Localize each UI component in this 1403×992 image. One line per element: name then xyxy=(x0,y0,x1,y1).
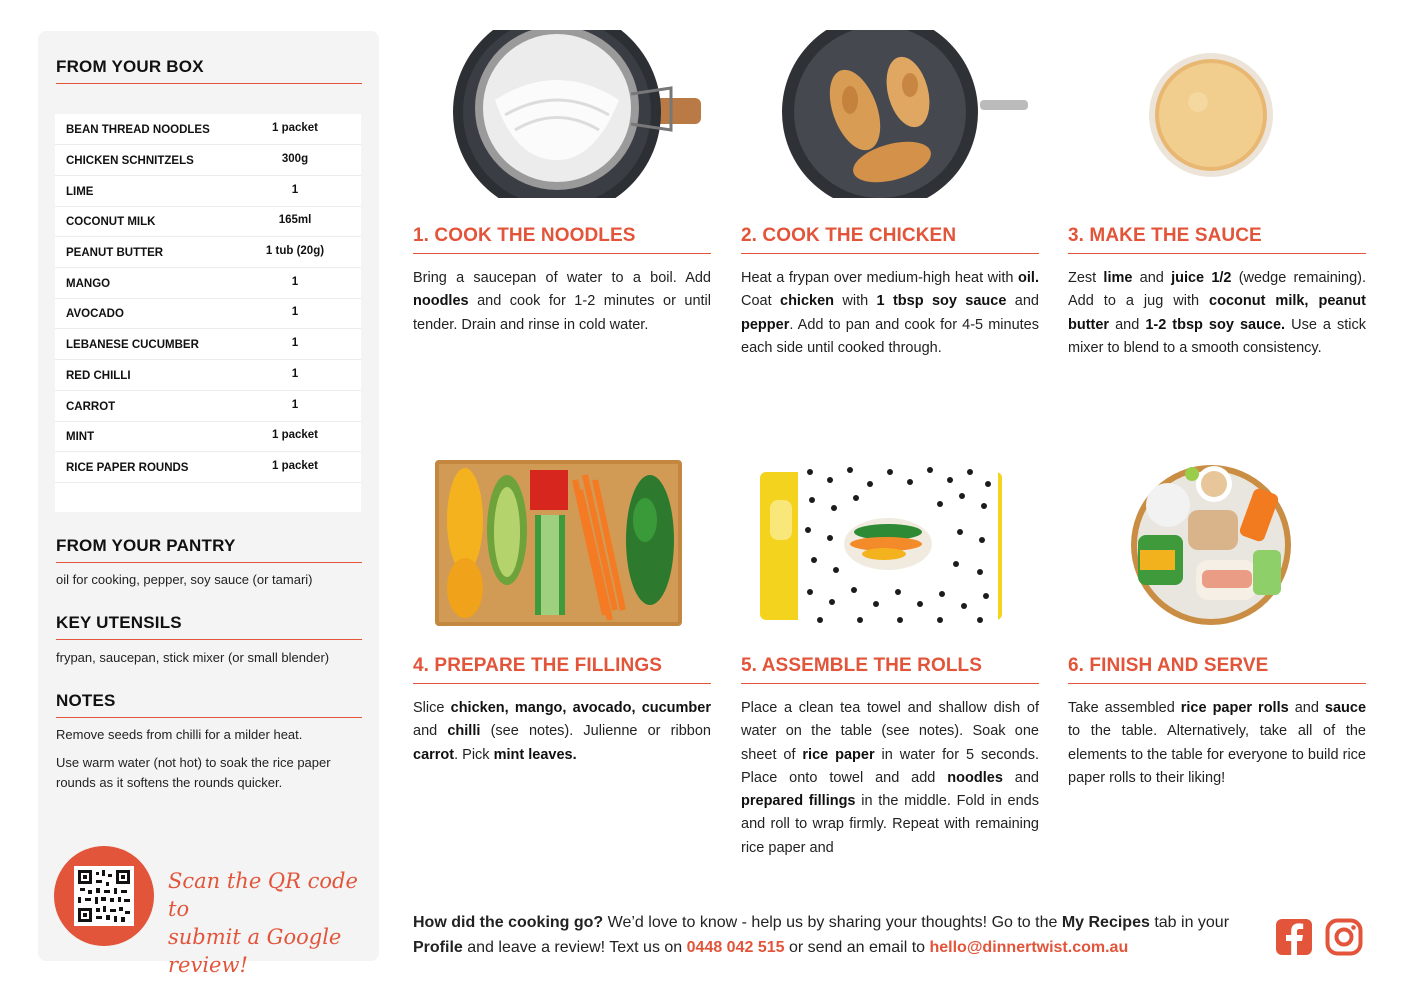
footer-message xyxy=(413,910,1263,960)
step-1-body: Bring a saucepan of water to a boil. Add noodles and cook for 1-2 minutes or until tender. Drain and rinse in cold water. xyxy=(413,270,711,333)
ingredient-qty: 1 tub (20g) xyxy=(265,245,325,257)
ingredient-qty: 1 xyxy=(291,276,299,288)
step-2-title: 2. COOK THE CHICKEN xyxy=(741,225,957,246)
table-row xyxy=(55,329,361,360)
ingredient-qty: 165ml xyxy=(278,214,312,226)
table-row xyxy=(55,145,361,176)
ingredient-qty: 1 xyxy=(291,368,299,380)
note-1: Remove seeds from chilli for a milder heat. xyxy=(56,727,303,742)
table-row xyxy=(55,114,361,145)
footer-text: We’d love to know - help us by sharing your thoughts! Go to the xyxy=(603,914,1062,931)
sidebar xyxy=(38,31,379,977)
qr-caption xyxy=(168,867,368,979)
ingredient-name: COCONUT MILK xyxy=(66,216,156,228)
utensils-title: KEY UTENSILS xyxy=(56,613,182,632)
ingredient-name: RED CHILLI xyxy=(66,370,131,382)
my-recipes-link[interactable]: My Recipes xyxy=(1061,914,1150,931)
ingredient-name: MANGO xyxy=(66,278,111,290)
step-6-title: 6. FINISH AND SERVE xyxy=(1068,655,1269,676)
from-box-title: FROM YOUR BOX xyxy=(56,57,204,76)
sauce-photo xyxy=(1148,52,1274,178)
utensils-text: frypan, saucepan, stick mixer (or small blender) xyxy=(56,650,330,665)
step-5-title: 5. ASSEMBLE THE ROLLS xyxy=(741,655,983,676)
divider xyxy=(56,639,362,640)
step-3-title: 3. MAKE THE SAUCE xyxy=(1068,225,1262,246)
ingredient-qty: 1 xyxy=(291,337,299,349)
ingredient-qty: 300g xyxy=(281,153,309,165)
note-2: Use warm water (not hot) to soak the rice paper rounds as it softens the rounds quicker. xyxy=(56,755,331,790)
pantry-title: FROM YOUR PANTRY xyxy=(56,536,236,555)
ingredients-table xyxy=(55,114,361,512)
ingredient-name: LEBANESE CUCUMBER xyxy=(66,339,199,351)
fillings-photo xyxy=(435,460,682,626)
step-4-title: 4. PREPARE THE FILLINGS xyxy=(413,655,662,676)
table-row xyxy=(55,268,361,299)
ingredient-name: CHICKEN SCHNITZELS xyxy=(66,155,194,167)
step-3-body: Zest lime and juice 1/2 (wedge remaining). Add to a jug with coconut milk, peanut butter and 1-2 tbsp soy sauce. Use a stick mixer to blend to a smooth consistency. xyxy=(1068,270,1367,356)
facebook-icon[interactable] xyxy=(1275,918,1313,956)
step-2-body: Heat a frypan over medium-high heat with oil. Coat chicken with 1 tbsp soy sauce and pepper. Add to pan and cook for 4-5 minutes each side until cooked through. xyxy=(741,270,1039,356)
ingredient-qty: 1 xyxy=(291,306,299,318)
divider xyxy=(741,683,1039,684)
table-row xyxy=(55,176,361,207)
ingredient-name: AVOCADO xyxy=(66,308,124,320)
divider xyxy=(56,83,362,84)
qr-caption-line-2: submit a Google review! xyxy=(168,925,342,977)
divider xyxy=(56,562,362,563)
ingredient-name: BEAN THREAD NOODLES xyxy=(66,124,210,136)
divider xyxy=(1068,683,1366,684)
instagram-icon[interactable] xyxy=(1325,918,1363,956)
ingredient-name: CARROT xyxy=(66,401,116,413)
qr-caption-line-1: Scan the QR code to xyxy=(168,869,358,921)
step-1-title: 1. COOK THE NOODLES xyxy=(413,225,636,246)
table-row xyxy=(55,298,361,329)
ingredient-qty: 1 packet xyxy=(271,460,319,472)
step-5-body: Place a clean tea towel and shallow dish of water on the table (see notes). Soak one sheet of rice paper in water for 5 seconds. Place onto towel and add noodles and prepared fillings in the middle. Fold in ends and roll to wrap firmly. Repeat with remaining rice paper and xyxy=(741,700,1039,856)
pantry-text: oil for cooking, pepper, soy sauce (or tamari) xyxy=(56,572,313,587)
footer-text: and leave a review! Text us on xyxy=(462,939,687,956)
ingredient-qty: 1 packet xyxy=(271,122,319,134)
chicken-photo xyxy=(780,30,1030,198)
footer-question: How did the cooking go? xyxy=(413,914,604,931)
qr-badge[interactable] xyxy=(54,846,154,946)
ingredient-qty: 1 packet xyxy=(271,429,319,441)
table-row xyxy=(55,360,361,391)
serve-photo xyxy=(1128,460,1294,628)
ingredient-name: MINT xyxy=(66,431,95,443)
noodles-photo xyxy=(445,30,705,198)
email-link[interactable]: hello@dinnertwist.com.au xyxy=(929,939,1129,956)
table-row xyxy=(55,421,361,452)
table-row xyxy=(55,452,361,483)
notes-title: NOTES xyxy=(56,691,116,710)
divider xyxy=(413,683,711,684)
footer-text: or send an email to xyxy=(784,939,930,956)
table-row xyxy=(55,237,361,268)
divider xyxy=(56,717,362,718)
table-row xyxy=(55,391,361,422)
ingredient-name: LIME xyxy=(66,186,94,198)
divider xyxy=(1068,253,1366,254)
qr-code-icon xyxy=(74,866,134,926)
profile-link[interactable]: Profile xyxy=(413,939,463,956)
step-4-body: Slice chicken, mango, avocado, cucumber and chilli (see notes). Julienne or ribbon carrot. Pick mint leaves. xyxy=(413,700,711,763)
ingredient-qty: 1 xyxy=(291,184,299,196)
divider xyxy=(413,253,711,254)
phone-link[interactable]: 0448 042 515 xyxy=(686,939,785,956)
ingredient-name: RICE PAPER ROUNDS xyxy=(66,462,189,474)
table-row xyxy=(55,206,361,237)
step-6-body: Take assembled rice paper rolls and sauce to the table. Alternatively, take all of the elements to the table for everyone to build rice paper rolls to their liking! xyxy=(1068,700,1367,786)
divider xyxy=(741,253,1039,254)
assemble-photo xyxy=(760,460,1002,628)
ingredient-name: PEANUT BUTTER xyxy=(66,247,164,259)
ingredient-qty: 1 xyxy=(291,399,299,411)
footer-text: tab in your xyxy=(1149,914,1230,931)
